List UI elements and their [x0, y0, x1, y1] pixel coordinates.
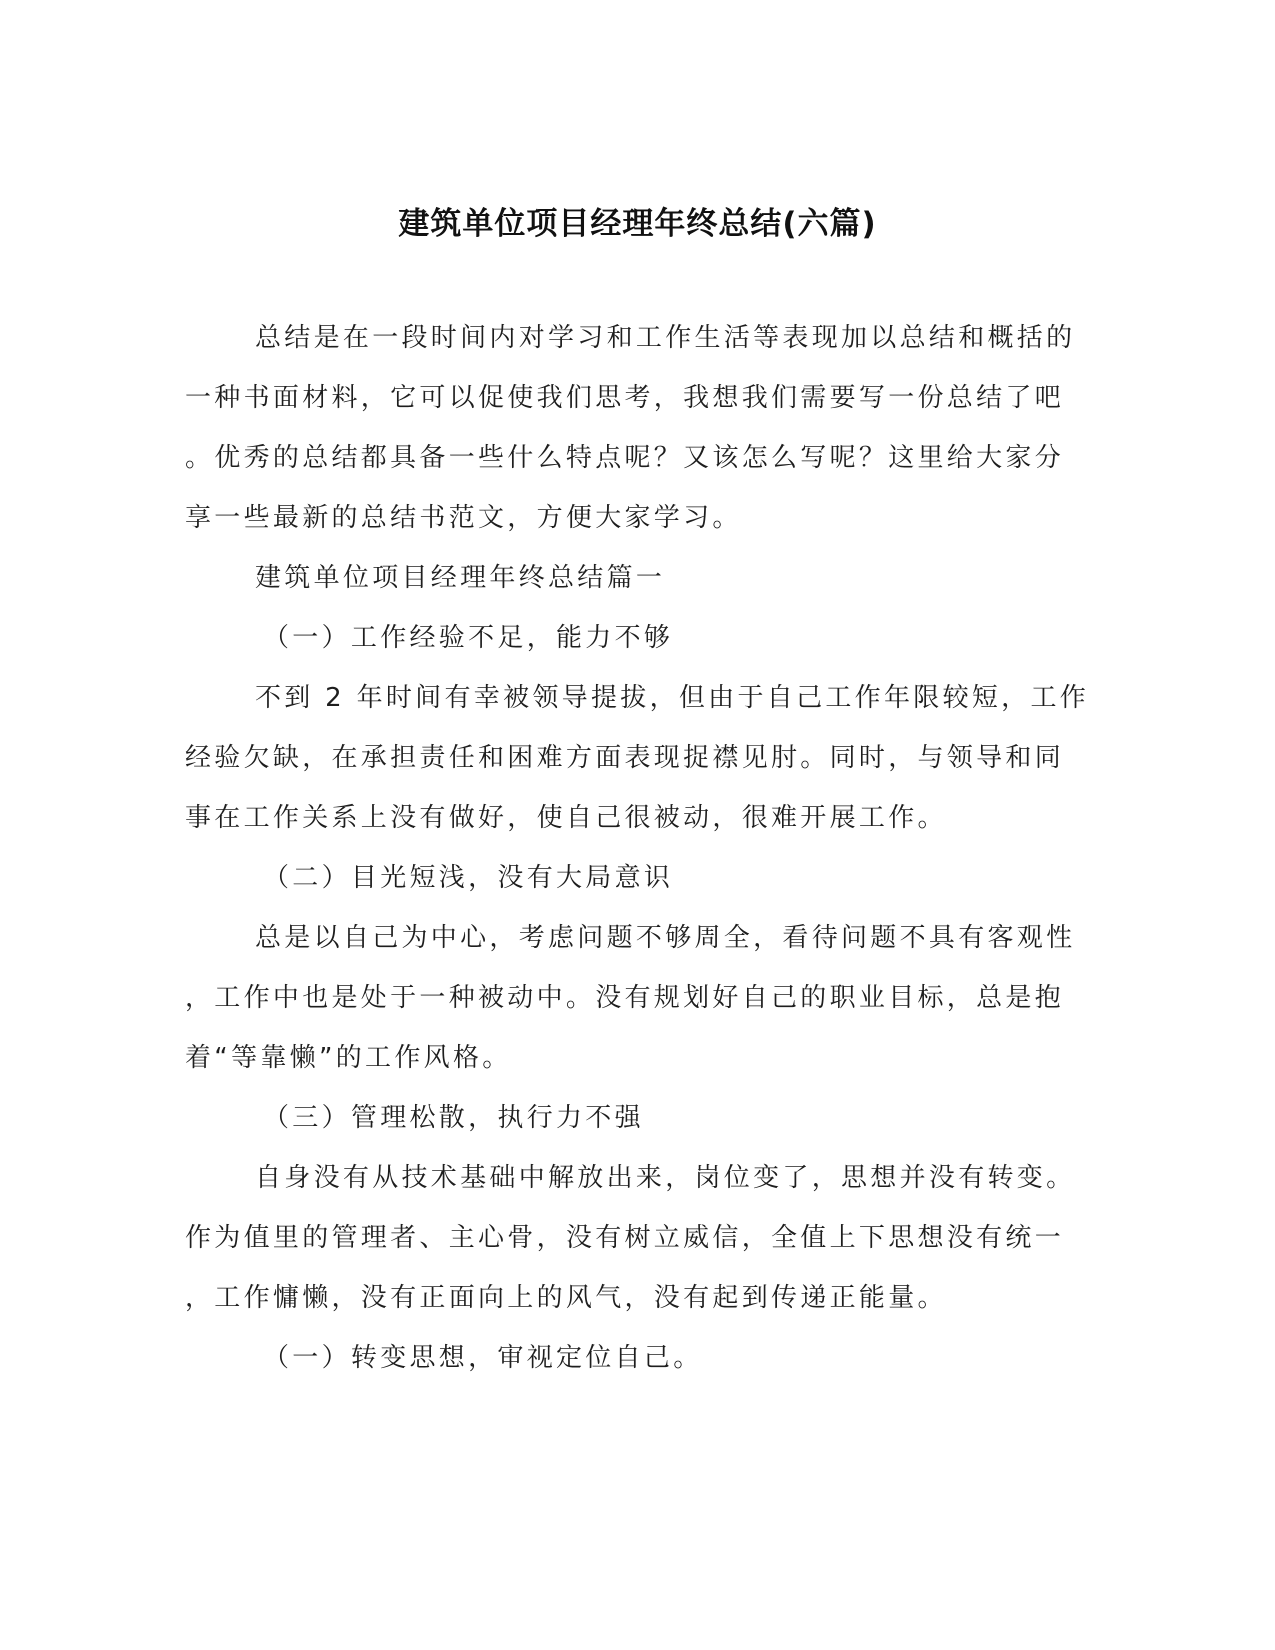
subsection-heading: （一）工作经验不足，能力不够	[263, 623, 674, 653]
paragraph-line: 作为值里的管理者、主心骨，没有树立威信，全值上下思想没有统一	[185, 1223, 1065, 1253]
paragraph-line: 着“等靠懒”的工作风格。	[185, 1043, 512, 1073]
paragraph-line: 不到 2 年时间有幸被领导提拔，但由于自己工作年限较短，工作	[255, 683, 1090, 713]
paragraph-line: 享一些最新的总结书范文，方便大家学习。	[185, 503, 742, 533]
paragraph-line: 总结是在一段时间内对学习和工作生活等表现加以总结和概括的	[255, 323, 1076, 353]
section-heading: 建筑单位项目经理年终总结篇一	[255, 563, 666, 593]
paragraph-line: 。优秀的总结都具备一些什么特点呢？又该怎么写呢？这里给大家分	[185, 443, 1065, 473]
paragraph-line: 经验欠缺，在承担责任和困难方面表现捉襟见肘。同时，与领导和同	[185, 743, 1065, 773]
subsection-heading: （三）管理松散，执行力不强	[263, 1103, 644, 1133]
paragraph-line: ，工作慵懒，没有正面向上的风气，没有起到传递正能量。	[185, 1283, 947, 1313]
paragraph-line: 一种书面材料，它可以促使我们思考，我想我们需要写一份总结了吧	[185, 383, 1065, 413]
paragraph-line: ，工作中也是处于一种被动中。没有规划好自己的职业目标，总是抱	[185, 983, 1065, 1013]
document-title: 建筑单位项目经理年终总结(六篇)	[398, 206, 877, 242]
document-body	[185, 308, 1090, 1388]
paragraph-line: 事在工作关系上没有做好，使自己很被动，很难开展工作。	[185, 803, 947, 833]
paragraph-line: 自身没有从技术基础中解放出来，岗位变了，思想并没有转变。	[255, 1163, 1076, 1193]
paragraph-line: 总是以自己为中心，考虑问题不够周全，看待问题不具有客观性	[255, 923, 1076, 953]
subsection-heading: （一）转变思想，审视定位自己。	[263, 1343, 703, 1373]
subsection-heading: （二）目光短浅，没有大局意识	[263, 863, 674, 893]
